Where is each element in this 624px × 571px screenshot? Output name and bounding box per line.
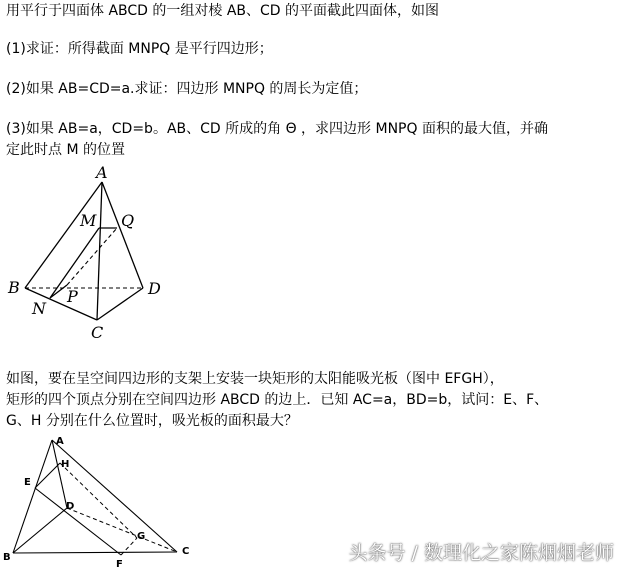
edge-ad (102, 182, 143, 288)
tetrahedron-figure (0, 160, 200, 345)
label-a: A (56, 436, 64, 447)
label-b: B (8, 278, 20, 297)
label-n: N (32, 299, 46, 318)
label-d: D (148, 279, 161, 298)
problem1-question-1: (1)求证：所得截面 MNPQ 是平行四边形； (6, 41, 273, 57)
problem2-line1: 如图，要在呈空间四边形的支架上安装一块矩形的太阳能吸光板（图中 EFGH）， (6, 371, 504, 387)
label-b: B (3, 552, 11, 563)
edge-bc (13, 552, 177, 553)
edge-pq-hidden (67, 228, 117, 285)
label-p: P (67, 287, 78, 306)
edge-ac (52, 440, 177, 552)
label-d: D (66, 501, 75, 512)
problem2-line3: G、H 分别在什么位置时，吸光板的面积最大？ (6, 413, 298, 429)
label-m: M (80, 211, 97, 230)
spatial-quadrilateral-figure (0, 430, 200, 571)
problem1-question-3-line1: (3)如果 AB=a，CD=b。AB、CD 所成的角 Θ ，求四边形 MNPQ 面积的最大值，并确 (6, 121, 548, 137)
label-c: C (91, 323, 104, 342)
label-c: C (182, 546, 190, 557)
label-f: F (116, 559, 123, 570)
problem1-question-2: (2)如果 AB=CD=a.求证：四边形 MNPQ 的周长为定值； (6, 81, 368, 97)
label-h: H (61, 459, 70, 470)
edge-ab (25, 182, 102, 288)
edge-ad (52, 440, 70, 508)
problem1-intro: 用平行于四面体 ABCD 的一组对棱 AB、CD 的平面截此四面体，如图 (6, 3, 440, 19)
label-g: G (137, 531, 146, 542)
edge-ac (97, 182, 102, 320)
edge-cd-hidden (67, 508, 177, 552)
problem2-line2: 矩形的四个顶点分别在空间四边形 ABCD 的边上．已知 AC=a，BD=b，试问：E、F、 (6, 392, 549, 408)
label-e: E (24, 477, 31, 488)
label-a: A (96, 163, 108, 182)
label-q: Q (121, 211, 135, 230)
edge-eh (35, 463, 60, 488)
problem1-question-3-line2: 定此时点 M 的位置 (6, 142, 125, 158)
watermark: 头条号 / 数理化之家陈烟烟老师 (348, 542, 614, 564)
edge-cd (97, 288, 143, 320)
edge-ef (35, 488, 121, 555)
